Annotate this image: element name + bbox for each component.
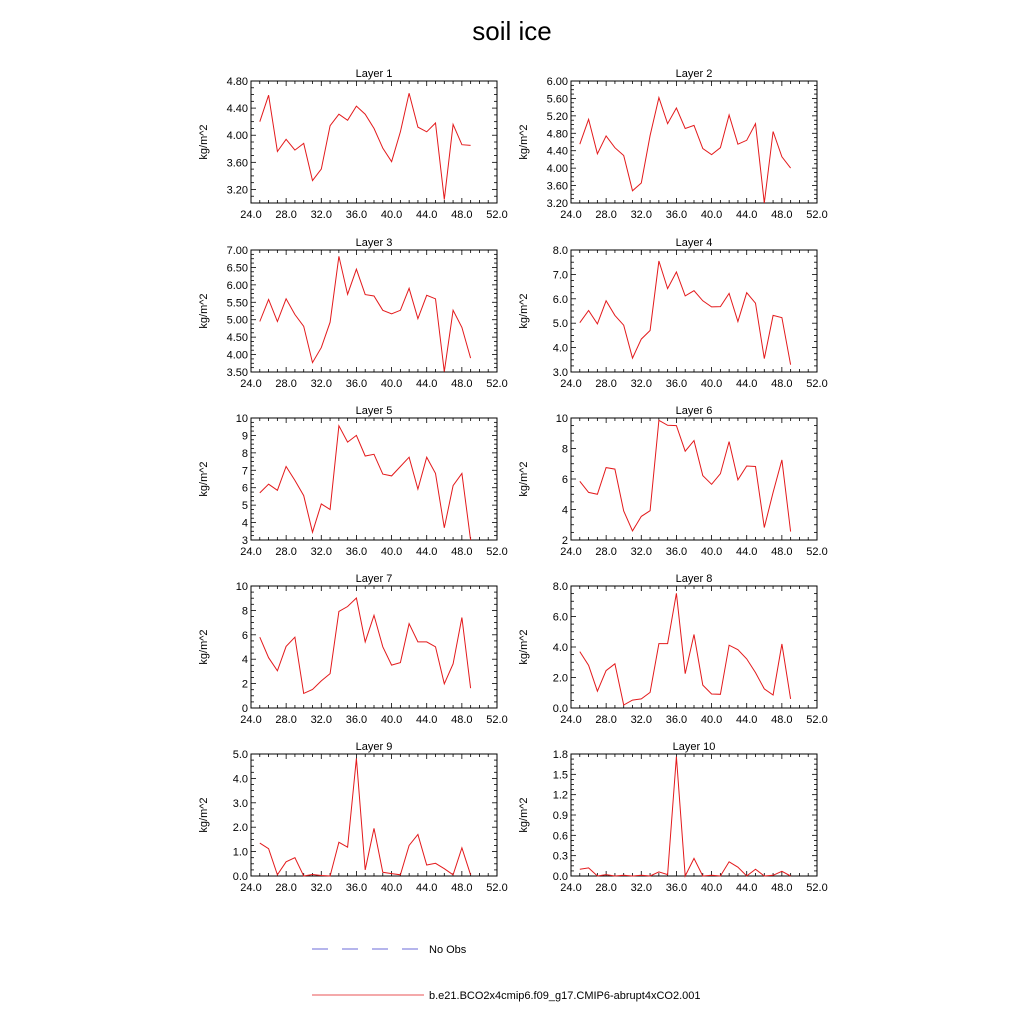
series-line-layer-4: [580, 261, 791, 365]
x-tick-label: 52.0: [486, 714, 508, 726]
y-tick-label: 0.0: [232, 871, 248, 883]
x-tick-label: 48.0: [771, 882, 793, 894]
y-tick-label: 2.0: [232, 822, 248, 835]
plot-frame: [571, 418, 817, 540]
x-tick-label: 36.0: [345, 546, 368, 558]
plot-frame: [251, 586, 497, 708]
y-tick-label: 4.0: [552, 342, 568, 355]
y-tick-label: 3.0: [552, 367, 568, 379]
x-tick-label: 44.0: [416, 546, 438, 558]
x-tick-label: 36.0: [345, 882, 368, 894]
y-tick-label: 7: [241, 465, 248, 478]
series-line-layer-10: [580, 757, 791, 876]
plot-frame: [571, 250, 817, 372]
y-tick-label: 0.0: [552, 871, 568, 883]
panel-layer-7: [198, 573, 508, 726]
x-tick-label: 36.0: [345, 378, 368, 390]
y-tick-label: 9: [241, 430, 248, 443]
plot-frame: [571, 586, 817, 708]
y-tick-label: 4.0: [552, 642, 568, 654]
x-tick-label: 36.0: [345, 209, 368, 221]
x-tick-label: 24.0: [240, 378, 262, 390]
y-axis-label: kg/m^2: [198, 629, 210, 665]
y-tick-label: 7.00: [226, 245, 248, 257]
y-tick-label: 8: [241, 605, 248, 618]
series-line-layer-9: [260, 758, 471, 876]
x-tick-label: 44.0: [736, 378, 758, 390]
x-tick-label: 28.0: [275, 882, 297, 894]
y-tick-label: 6.0: [552, 611, 568, 624]
y-tick-label: 2.0: [552, 672, 568, 685]
x-tick-label: 28.0: [275, 546, 297, 558]
y-tick-label: 1.8: [552, 749, 568, 761]
x-tick-label: 52.0: [486, 546, 508, 558]
y-tick-label: 10: [235, 581, 248, 593]
x-tick-label: 48.0: [771, 378, 793, 390]
x-tick-label: 44.0: [416, 209, 438, 221]
panel-title: Layer 4: [675, 237, 713, 249]
x-tick-label: 32.0: [310, 546, 332, 558]
y-tick-label: 8: [241, 447, 248, 460]
x-tick-label: 48.0: [451, 209, 473, 221]
y-tick-label: 3.60: [546, 180, 568, 193]
x-tick-label: 52.0: [806, 714, 828, 726]
panel-title: Layer 10: [672, 741, 716, 753]
y-tick-label: 1.2: [552, 789, 568, 802]
x-tick-label: 28.0: [275, 714, 297, 726]
x-tick-label: 48.0: [451, 714, 473, 726]
y-tick-label: 6.00: [226, 279, 248, 292]
panel-title: Layer 7: [355, 573, 393, 585]
y-tick-label: 0.3: [552, 850, 568, 863]
y-tick-label: 4.80: [226, 76, 248, 88]
x-tick-label: 28.0: [595, 209, 617, 221]
legend-entry-model-run: [312, 990, 701, 1002]
panel-title: Layer 1: [355, 68, 393, 80]
y-axis-label: kg/m^2: [198, 797, 210, 833]
y-axis-label: kg/m^2: [198, 461, 210, 497]
x-tick-label: 40.0: [380, 714, 403, 726]
x-tick-label: 28.0: [595, 882, 617, 894]
x-tick-label: 24.0: [240, 714, 262, 726]
x-tick-label: 40.0: [380, 882, 403, 894]
y-tick-label: 4.00: [226, 349, 248, 362]
y-tick-label: 4.00: [546, 163, 568, 176]
y-tick-label: 8: [561, 443, 568, 456]
x-tick-label: 52.0: [806, 546, 828, 558]
y-tick-label: 6: [241, 482, 248, 495]
x-tick-label: 28.0: [595, 546, 617, 558]
y-tick-label: 7.0: [552, 269, 568, 282]
y-tick-label: 2: [241, 678, 248, 691]
y-tick-label: 4: [241, 654, 248, 667]
series-line-layer-2: [580, 98, 791, 203]
y-tick-label: 8.0: [552, 581, 568, 593]
x-tick-label: 40.0: [700, 546, 723, 558]
x-tick-label: 52.0: [486, 882, 508, 894]
x-tick-label: 48.0: [771, 209, 793, 221]
x-tick-label: 32.0: [630, 882, 652, 894]
x-tick-label: 40.0: [380, 546, 403, 558]
y-tick-label: 10: [235, 413, 248, 425]
x-tick-label: 52.0: [806, 378, 828, 390]
series-line-layer-8: [580, 593, 791, 705]
panel-title: Layer 9: [355, 741, 393, 753]
x-tick-label: 32.0: [310, 882, 332, 894]
y-tick-label: 6: [561, 474, 568, 486]
y-tick-label: 3.60: [226, 157, 248, 170]
x-tick-label: 44.0: [416, 714, 438, 726]
x-tick-label: 44.0: [416, 378, 438, 390]
y-tick-label: 4.80: [546, 128, 568, 141]
x-tick-label: 48.0: [771, 714, 793, 726]
x-tick-label: 52.0: [806, 882, 828, 894]
panel-layer-1: [198, 68, 508, 221]
legend-label-model-run: b.e21.BCO2x4cmip6.f09_g17.CMIP6-abrupt4xCO2.001: [429, 990, 701, 1002]
legend: [312, 944, 701, 1002]
x-tick-label: 24.0: [240, 209, 262, 221]
plot-frame: [251, 754, 497, 876]
panel-layer-3: [198, 237, 508, 390]
y-tick-label: 0.0: [552, 703, 568, 715]
y-tick-label: 6: [241, 629, 248, 642]
x-tick-label: 24.0: [560, 882, 582, 894]
x-tick-label: 40.0: [700, 209, 723, 221]
y-tick-label: 3.20: [546, 198, 568, 210]
x-tick-label: 44.0: [736, 714, 758, 726]
y-axis-label: kg/m^2: [518, 293, 530, 329]
plot-frame: [251, 418, 497, 540]
series-line-layer-5: [260, 426, 471, 540]
x-tick-label: 52.0: [806, 209, 828, 221]
y-tick-label: 6.50: [226, 262, 248, 275]
y-tick-label: 5.60: [546, 93, 568, 106]
y-tick-label: 4.40: [546, 145, 568, 158]
x-tick-label: 36.0: [345, 714, 368, 726]
y-tick-label: 3: [241, 535, 248, 547]
legend-label-no-obs: No Obs: [429, 944, 467, 956]
x-tick-label: 32.0: [310, 378, 332, 390]
y-tick-label: 0.9: [552, 810, 568, 822]
y-tick-label: 5: [241, 500, 248, 513]
y-tick-label: 8.0: [552, 245, 568, 257]
figure-title: soil ice: [472, 16, 552, 46]
panel-layer-8: [518, 573, 828, 726]
x-tick-label: 44.0: [736, 546, 758, 558]
x-tick-label: 24.0: [560, 209, 582, 221]
x-tick-label: 36.0: [665, 378, 688, 390]
series-line-layer-7: [260, 598, 471, 693]
panel-layer-10: [518, 741, 828, 894]
panel-layer-6: [518, 405, 828, 558]
x-tick-label: 32.0: [310, 714, 332, 726]
plot-frame: [251, 250, 497, 372]
x-tick-label: 40.0: [700, 378, 723, 390]
y-tick-label: 10: [555, 413, 568, 425]
y-axis-label: kg/m^2: [518, 629, 530, 665]
y-tick-label: 6.0: [552, 293, 568, 306]
x-tick-label: 32.0: [630, 714, 652, 726]
x-tick-label: 36.0: [665, 882, 688, 894]
x-tick-label: 32.0: [310, 209, 332, 221]
x-tick-label: 44.0: [736, 882, 758, 894]
panel-layer-4: [518, 237, 828, 390]
x-tick-label: 32.0: [630, 546, 652, 558]
x-tick-label: 32.0: [630, 378, 652, 390]
y-tick-label: 6.00: [546, 76, 568, 88]
chart-panels: [198, 68, 828, 894]
y-tick-label: 4.00: [226, 130, 248, 143]
x-tick-label: 24.0: [560, 714, 582, 726]
panel-layer-2: [518, 68, 828, 221]
x-tick-label: 48.0: [771, 546, 793, 558]
x-tick-label: 36.0: [665, 209, 688, 221]
y-tick-label: 1.5: [552, 769, 568, 782]
panel-layer-9: [198, 741, 508, 894]
x-tick-label: 28.0: [275, 378, 297, 390]
x-tick-label: 32.0: [630, 209, 652, 221]
x-tick-label: 44.0: [736, 209, 758, 221]
x-tick-label: 48.0: [451, 546, 473, 558]
y-tick-label: 5.20: [546, 110, 568, 123]
x-tick-label: 44.0: [416, 882, 438, 894]
legend-entry-no-obs: [312, 944, 467, 956]
x-tick-label: 48.0: [451, 378, 473, 390]
y-tick-label: 4.40: [226, 103, 248, 116]
series-line-layer-1: [260, 93, 471, 199]
panel-title: Layer 5: [355, 405, 393, 417]
plot-frame: [571, 81, 817, 203]
x-tick-label: 24.0: [560, 546, 582, 558]
y-tick-label: 1.0: [232, 846, 248, 859]
x-tick-label: 40.0: [380, 209, 403, 221]
y-tick-label: 4: [241, 517, 248, 530]
x-tick-label: 24.0: [240, 882, 262, 894]
x-tick-label: 36.0: [665, 546, 688, 558]
panel-title: Layer 8: [675, 573, 713, 585]
x-tick-label: 40.0: [700, 714, 723, 726]
x-tick-label: 24.0: [240, 546, 262, 558]
series-line-layer-6: [580, 420, 791, 531]
y-tick-label: 0.6: [552, 830, 568, 843]
y-tick-label: 4.0: [232, 773, 248, 786]
y-tick-label: 4.50: [226, 332, 248, 345]
x-tick-label: 24.0: [560, 378, 582, 390]
x-tick-label: 36.0: [665, 714, 688, 726]
series-line-layer-3: [260, 256, 471, 371]
y-tick-label: 5.50: [226, 297, 248, 310]
y-tick-label: 5.00: [226, 314, 248, 327]
y-tick-label: 2: [561, 535, 568, 547]
x-tick-label: 28.0: [275, 209, 297, 221]
panel-title: Layer 6: [675, 405, 713, 417]
panel-title: Layer 2: [675, 68, 713, 80]
y-axis-label: kg/m^2: [198, 124, 210, 160]
y-axis-label: kg/m^2: [518, 124, 530, 160]
x-tick-label: 40.0: [700, 882, 723, 894]
y-tick-label: 3.20: [226, 184, 248, 197]
x-tick-label: 40.0: [380, 378, 403, 390]
y-tick-label: 3.50: [226, 367, 248, 379]
x-tick-label: 52.0: [486, 209, 508, 221]
y-tick-label: 4: [561, 504, 568, 517]
y-tick-label: 5.0: [232, 749, 248, 761]
x-tick-label: 52.0: [486, 378, 508, 390]
y-tick-label: 3.0: [232, 797, 248, 810]
x-tick-label: 28.0: [595, 714, 617, 726]
y-tick-label: 0: [241, 703, 248, 715]
panel-layer-5: [198, 405, 508, 558]
x-tick-label: 48.0: [451, 882, 473, 894]
y-axis-label: kg/m^2: [518, 797, 530, 833]
y-axis-label: kg/m^2: [518, 461, 530, 497]
panel-title: Layer 3: [355, 237, 393, 249]
x-tick-label: 28.0: [595, 378, 617, 390]
y-axis-label: kg/m^2: [198, 293, 210, 329]
y-tick-label: 5.0: [552, 318, 568, 331]
